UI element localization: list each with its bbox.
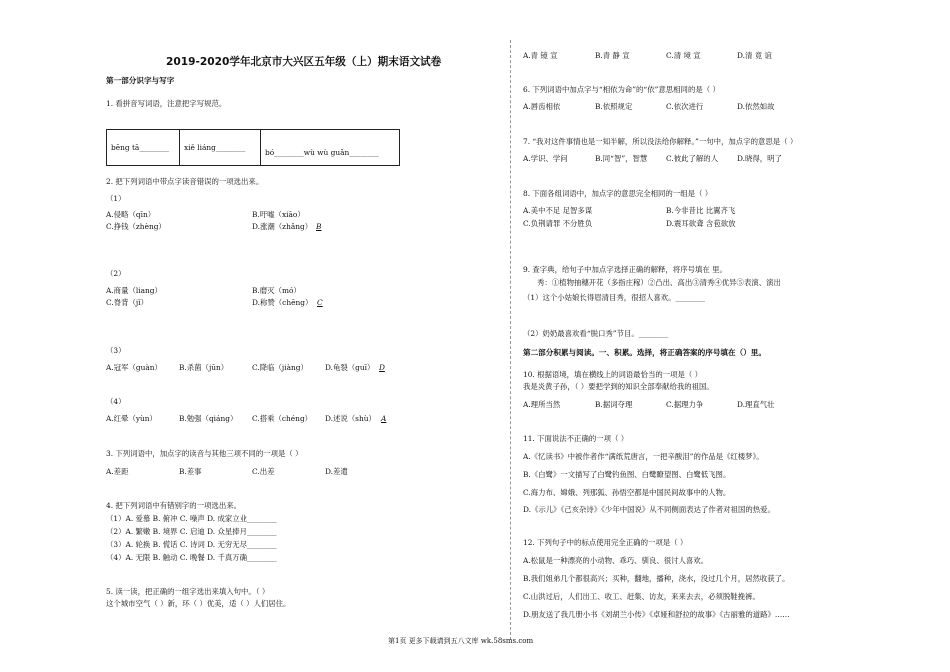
q3-option[interactable]: A.差距 [106, 467, 129, 476]
q11-option[interactable]: B.《白鹭》一文描写了白鹭钓鱼图、白鹭瞭望图、白鹭低飞图。 [523, 470, 731, 479]
q2-answer: B [316, 222, 322, 231]
q4-stem: 4. 把下列词语中有错别字的一项选出来。 [106, 501, 242, 510]
q8-option[interactable]: A.美中不足 足智多谋 [523, 206, 593, 215]
q2-option[interactable]: A.商量（liang） [106, 286, 162, 295]
q2-option[interactable]: D.称赞（chēng） [252, 298, 313, 307]
q2-group-number: （2） [106, 269, 126, 278]
page-title: 2019-2020学年北京市大兴区五年级（上）期末语文试卷 [166, 56, 442, 68]
section-heading-part2: 第二部分积累与阅读。一、积累。选择，将正确答案的序号填在（）里。 [523, 348, 766, 357]
q6-option[interactable]: D.依然如故 [737, 102, 775, 111]
q5-option[interactable]: D.清 竟 谊 [737, 51, 772, 60]
q12-option[interactable]: B.我们姐弟几个都很高兴；买种，翻地，播种，浇水，没过几个月，居然收获了。 [523, 574, 790, 583]
q12-option[interactable]: C.山洪过后，人们出工、收工、赶集、访友，来来去去，必须脱鞋挽裤。 [523, 592, 760, 601]
pinyin-table [106, 129, 400, 166]
q10-sentence: 我是炎黄子孙，（ ）要把学到的知识全部奉献给我的祖国。 [523, 382, 714, 391]
q5-option[interactable]: A.青 镜 宣 [523, 51, 558, 60]
q2-option[interactable]: B.勉强（qiáng） [179, 414, 238, 423]
q7-option[interactable]: A.学识、学问 [523, 154, 568, 163]
q2-option[interactable]: D.龟裂（guī） [325, 363, 375, 372]
q2-option[interactable]: D.涨潮（zhǎng） [252, 222, 313, 231]
q7-option[interactable]: C.彼此了解的人 [666, 154, 719, 163]
q10-option[interactable]: C.据理力争 [666, 400, 704, 409]
q2-option[interactable]: C.脊背（jǐ） [106, 298, 148, 307]
q12-option[interactable]: D.朋友送了我几册小书《刘胡兰小传》《卓娅和舒拉的故事》《古丽雅的道路》…… [523, 610, 790, 619]
q2-option[interactable]: B.吁嘘（xiāo） [252, 210, 305, 219]
q10-option[interactable]: B.据词夺理 [595, 400, 633, 409]
q9-stem: 9. 查字典，给句子中加点字选择正确的解释，将序号填在 里。 [523, 265, 727, 274]
q2-answer: C [317, 298, 323, 307]
q8-option[interactable]: D.震耳欲聋 含苞欲放 [666, 219, 736, 228]
section-heading-part1: 第一部分识字与写字 [106, 76, 175, 85]
q2-option[interactable]: B.杀菌（jūn） [179, 363, 229, 372]
q5-stem: 5. 读一读，把正确的一组字选出来填入句中。（ ） [106, 587, 270, 596]
q11-option[interactable]: A.《忆读书》中被作者作“满纸荒唐言，一把辛酸泪”的作品是《红楼梦》。 [523, 452, 764, 461]
q2-option[interactable]: C.搭乘（chéng） [252, 414, 313, 423]
q4-line[interactable]: （3）A. 轮换 B. 慌话 C. 诗词 D. 无穷无尽________ [106, 540, 277, 549]
q2-option[interactable]: C.挣钱（zhèng） [106, 222, 166, 231]
q7-option[interactable]: B.同“智”，智慧 [595, 154, 648, 163]
q12-option[interactable]: A.松鼠是一种漂亮的小动物、乖巧、驯良、很讨人喜欢。 [523, 556, 709, 565]
q7-option[interactable]: D.晓得，明了 [737, 154, 782, 163]
q3-stem: 3. 下列词语中，加点字的读音与其他三项不同的一项是（ ） [106, 449, 303, 458]
q5-sentence: 这个城市空气（ ）新，环（ ）优美，适（ ）人们居住。 [106, 599, 291, 608]
q9-sentence[interactable]: （2）奶奶最喜欢看“脱口秀”节目。________ [523, 329, 669, 338]
q2-option[interactable]: A.冠军（guàn） [106, 363, 162, 372]
q10-option[interactable]: D.理直气壮 [737, 400, 775, 409]
q9-definition: 秀：①植物抽穗开花（多指庄稼）②凸出、高出③清秀④优异⑤表演、演出 [537, 278, 781, 287]
q4-line[interactable]: （1）A. 爱慕 B. 俯冲 C. 噪声 D. 成家立业________ [106, 514, 277, 523]
q8-option[interactable]: C.负荆请罪 不分胜负 [523, 219, 593, 228]
q5-option[interactable]: C.清 境 宣 [666, 51, 701, 60]
q2-option[interactable]: A.侵略（qīn） [106, 210, 156, 219]
pinyin-cell[interactable]: bó________wù wù guǎn________ [261, 130, 400, 166]
q2-answer: A [381, 414, 387, 423]
pinyin-cell[interactable]: bēng tā________ [107, 130, 180, 166]
q2-option[interactable]: B.磨灭（mó） [252, 286, 301, 295]
q8-stem: 8. 下面各组词语中，加点字的意思完全相同的一组是（ ） [523, 189, 713, 198]
q6-option[interactable]: B.依照规定 [595, 102, 633, 111]
q10-stem: 10. 根据语境，填在横线上的词语最恰当的一项是（ ） [523, 370, 703, 379]
q12-stem: 12. 下列句子中的标点使用完全正确的一项是（ ） [523, 538, 688, 547]
q2-option[interactable]: D.述说（shù） [325, 414, 376, 423]
q4-line[interactable]: （4）A. 无限 B. 触动 C. 晚餐 D. 千真万确________ [106, 553, 277, 562]
q6-option[interactable]: A.唇齿相依 [523, 102, 561, 111]
q2-group-number: （1） [106, 194, 126, 203]
q2-option[interactable]: A.红晕（yùn） [106, 414, 157, 423]
column-divider [510, 40, 511, 640]
q6-stem: 6. 下列词语中加点字与“相依为命”的“依”意思相同的是（ ） [523, 85, 720, 94]
q6-option[interactable]: C.依次进行 [666, 102, 704, 111]
q8-option[interactable]: B.今非昔比 比翼齐飞 [666, 206, 736, 215]
q10-option[interactable]: A.理所当然 [523, 400, 561, 409]
pinyin-cell[interactable]: xiě liáng________ [180, 130, 261, 166]
q2-group-number: （3） [106, 346, 126, 355]
q3-option[interactable]: B.差事 [179, 467, 202, 476]
q1-stem: 1. 看拼音写词语，注意把字写规范。 [106, 99, 227, 108]
q11-option[interactable]: D.《示儿》《己亥杂诗》《少年中国说》从不同侧面表达了作者对祖国的热爱。 [523, 505, 775, 514]
q5-option[interactable]: B.青 静 宣 [595, 51, 630, 60]
page-footer: 第1页 更多下载请到五八文库 wk.58sms.com [388, 637, 534, 645]
q4-line[interactable]: （2）A. 繁嫩 B. 境界 C. 启迪 D. 众星捧月________ [106, 527, 277, 536]
q2-group-number: （4） [106, 397, 126, 406]
q2-option[interactable]: C.降临（jiàng） [252, 363, 308, 372]
q7-stem: 7. “我对这件事情也是一知半解，所以没法给你解释。”一句中，加点字的意思是（ ） [523, 137, 798, 146]
q3-option[interactable]: C.出差 [252, 467, 275, 476]
q2-answer: D [379, 363, 385, 372]
q3-option[interactable]: D.差遣 [325, 467, 348, 476]
q2-stem: 2. 把下列词语中带点字读音错误的一项选出来。 [106, 177, 264, 186]
q9-sentence[interactable]: （1）这个小姑娘长得眉清目秀，很招人喜欢。________ [523, 293, 706, 302]
q11-option[interactable]: C.海力布、嫦娥、列那狐、孙悟空都是中国民间故事中的人物。 [523, 488, 731, 497]
q11-stem: 11. 下面说法不正确的一项（ ） [523, 434, 629, 443]
